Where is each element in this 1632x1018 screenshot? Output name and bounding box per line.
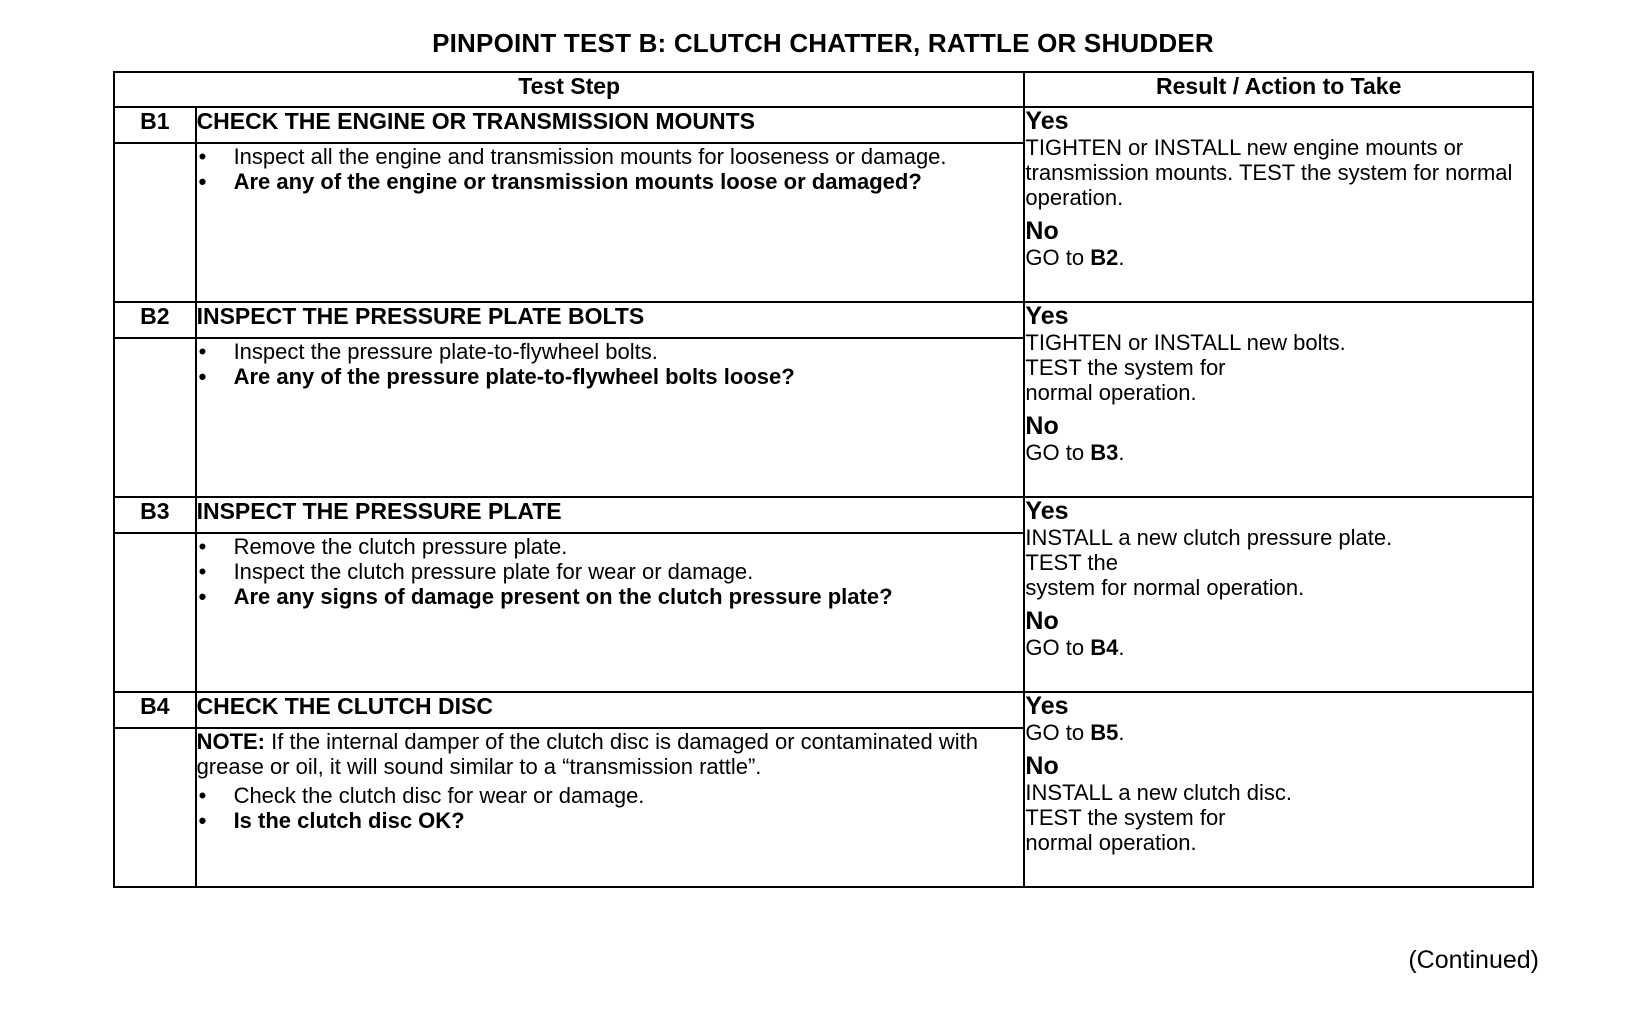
step-note: [197, 729, 1024, 779]
step-id: B4: [114, 692, 196, 728]
bullet-question: • Are any of the pressure plate-to-flywheel bolts loose?: [197, 364, 1024, 389]
bullet-question: • Are any of the engine or transmission mounts loose or damaged?: [197, 169, 1024, 194]
yes-label: Yes: [1025, 107, 1069, 135]
no-label: No: [1025, 607, 1059, 635]
step-title: INSPECT THE PRESSURE PLATE BOLTS: [196, 302, 1025, 338]
result-cell: [1024, 107, 1533, 302]
yes-action: GO to B5.: [1025, 720, 1125, 745]
note-label: NOTE:: [196, 729, 266, 754]
step-bullets: [197, 339, 1024, 389]
yes-action-line: system for normal operation.: [1025, 575, 1305, 600]
no-label: No: [1025, 217, 1059, 245]
step-title-row: [114, 302, 1533, 338]
result-cell: [1024, 497, 1533, 692]
step-body: [196, 338, 1025, 497]
no-action: GO to B4.: [1025, 635, 1125, 660]
step-reference: B2: [1090, 245, 1119, 270]
test-step-header: Test Step: [114, 72, 1024, 107]
bullet-question: • Is the clutch disc OK?: [197, 808, 1024, 833]
pinpoint-test-table: [113, 71, 1534, 888]
step-reference: B4: [1090, 635, 1119, 660]
step-title-row: [114, 107, 1533, 143]
step-title: CHECK THE CLUTCH DISC: [196, 692, 1025, 728]
no-label: No: [1025, 752, 1059, 780]
step-bullets: [197, 534, 1024, 609]
step-reference: B3: [1090, 440, 1119, 465]
yes-action: TIGHTEN or INSTALL new engine mounts or transmission mounts. TEST the system for normal operation.: [1025, 135, 1513, 210]
no-label: No: [1025, 412, 1059, 440]
yes-label: Yes: [1025, 497, 1069, 525]
table-header-row: [114, 72, 1533, 107]
step-title-row: [114, 692, 1533, 728]
bullet-item: • Inspect the pressure plate-to-flywheel bolts.: [197, 339, 1024, 364]
step-id: B2: [114, 302, 196, 338]
no-action-line: normal operation.: [1025, 830, 1197, 855]
step-bullets: [197, 783, 1024, 833]
result-cell: [1024, 692, 1533, 887]
yes-action-line: INSTALL a new clutch pressure plate.: [1025, 525, 1393, 550]
note-text: If the internal damper of the clutch disc is damaged or contaminated with grease or oil, it will sound similar to a “transmission rattle”.: [196, 729, 978, 779]
bullet-item: • Inspect the clutch pressure plate for wear or damage.: [197, 559, 1024, 584]
step-body: [196, 728, 1025, 887]
step-bullets: [197, 144, 1024, 194]
bullet-question: • Are any signs of damage present on the clutch pressure plate?: [197, 584, 1024, 609]
result-cell: [1024, 302, 1533, 497]
yes-action-line: TIGHTEN or INSTALL new bolts.: [1025, 330, 1346, 355]
yes-label: Yes: [1025, 302, 1069, 330]
step-title: CHECK THE ENGINE OR TRANSMISSION MOUNTS: [196, 107, 1025, 143]
yes-action-line: normal operation.: [1025, 380, 1197, 405]
step-id: B1: [114, 107, 196, 143]
bullet-item: • Check the clutch disc for wear or damage.: [197, 783, 1024, 808]
step-title: INSPECT THE PRESSURE PLATE: [196, 497, 1025, 533]
step-body: [196, 533, 1025, 692]
yes-action-line: TEST the: [1025, 550, 1118, 575]
no-action: GO to B2.: [1025, 245, 1125, 270]
step-title-row: [114, 497, 1533, 533]
step-reference: B5: [1090, 720, 1119, 745]
no-action-line: TEST the system for: [1025, 805, 1226, 830]
no-action-line: INSTALL a new clutch disc.: [1025, 780, 1292, 805]
bullet-item: • Remove the clutch pressure plate.: [197, 534, 1024, 559]
yes-label: Yes: [1025, 692, 1069, 720]
continued-label: (Continued): [1408, 946, 1539, 974]
page-title: PINPOINT TEST B: CLUTCH CHATTER, RATTLE OR SHUDDER: [432, 28, 1214, 58]
no-action: GO to B3.: [1025, 440, 1125, 465]
yes-action-line: TEST the system for: [1025, 355, 1226, 380]
result-header: Result / Action to Take: [1024, 72, 1533, 107]
step-body: [196, 143, 1025, 302]
bullet-item: • Inspect all the engine and transmission mounts for looseness or damage.: [197, 144, 1024, 169]
step-id: B3: [114, 497, 196, 533]
